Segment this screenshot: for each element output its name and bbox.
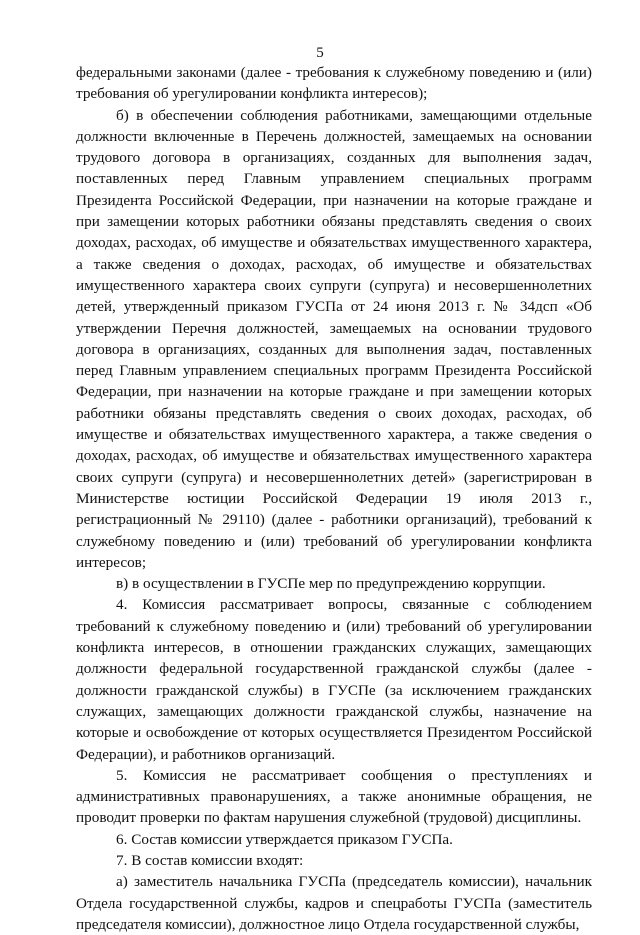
- document-body: [76, 62, 592, 935]
- paragraph-item-b: б) в обеспечении соблюдения работниками, замещающими отдельные должности включенные в Перечень должностей, замещаемых на основании трудового договора в организациях, созданных для выполнения задач, поставленных перед Главным управлением специальных программ Президента Российской Федерации, при назначении на которые граждане и при замещении которых работники обязаны представлять сведения о своих доходах, расходах, об имуществе и обязательствах имущественного характера, а также сведения о доходах, расходах, об имуществе и обязательствах имущественного характера своих супруги (супруга) и несовершеннолетних детей, утвержденный приказом ГУСПа от 24 июня 2013 г. № 34дсп «Об утверждении Перечня должностей, замещаемых на основании трудового договора в организациях, созданных для выполнения задач, поставленных перед Главным управлением специальных программ Президента Российской Федерации, при назначении на которые граждане и при замещении которых работники обязаны представлять сведения о своих доходах, расходах, об имуществе и обязательствах имущественного характера, а также сведения о доходах, расходах, об имуществе и обязательствах имущественного характера своих супруги (супруга) и несовершеннолетних детей» (зарегистрирован в Министерстве юстиции Российской Федерации 19 июля 2013 г., регистрационный № 29110) (далее - работники организаций), требований к служебному поведению и (или) требований об урегулировании конфликта интересов;: [76, 106, 592, 571]
- paragraph-clause-5: 5. Комиссия не рассматривает сообщения о преступлениях и административных правонарушениях, а также анонимные обращения, не проводит проверки по фактам нарушения служебной (трудовой) дисциплины.: [76, 766, 592, 827]
- page-number: 5: [316, 45, 324, 61]
- paragraph-clause-6: 6. Состав комиссии утверждается приказом ГУСПа.: [116, 830, 453, 848]
- paragraph-clause-4: 4. Комиссия рассматривает вопросы, связанные с соблюдением требований к служебному поведению и (или) требований об урегулировании конфликта интересов, в отношении гражданских служащих, замещающих должности федеральной государственной гражданской службы (далее - должности гражданской службы) в ГУСПе (за исключением гражданских служащих, замещающих должности гражданской службы, назначение на которые и освобождение от которых осуществляется Президентом Российской Федерации), и работников организаций.: [76, 596, 592, 763]
- paragraph-clause-7: 7. В состав комиссии входят:: [116, 851, 304, 869]
- paragraph-item-a: а) заместитель начальника ГУСПа (председатель комиссии), начальник Отдела государственной службы, кадров и спецработы ГУСПа (заместитель председателя комиссии), должностное лицо Отдела государственной службы,: [76, 873, 592, 933]
- paragraph-continuation: федеральными законами (далее - требования к служебному поведению и (или) требования об урегулировании конфликта интересов);: [76, 64, 592, 103]
- paragraph-item-v: в) в осуществлении в ГУСПе мер по предупреждению коррупции.: [116, 575, 546, 593]
